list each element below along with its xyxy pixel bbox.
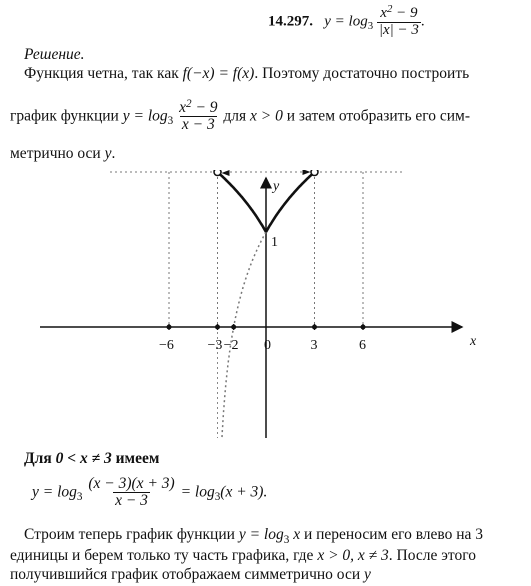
x-tick-label-5: 6: [359, 338, 366, 353]
para2-text3-a: получившийся график отображаем симметрично оси: [10, 566, 364, 583]
x-tick-dot-5: [361, 325, 366, 330]
para1-f-den: x − 3: [181, 116, 215, 134]
x-axis-label: x: [470, 334, 477, 349]
para1-line1: [24, 65, 469, 83]
hole-point-0: [214, 170, 221, 176]
para2-eq-rhs-base: 3: [214, 491, 221, 504]
header-num-exp: 2: [386, 3, 393, 16]
para1-line2-a: график функции: [10, 107, 123, 125]
para2-eq-base: 3: [76, 491, 83, 504]
para1-line3-b: .: [111, 145, 116, 162]
para1-f-y: y = log: [122, 107, 168, 125]
para2-cond: 0 < x ≠ 3: [55, 450, 112, 467]
problem-number: 14.297.: [268, 13, 313, 30]
arrow-mark-right: [303, 170, 311, 175]
para2-text1-arg: x: [289, 526, 301, 543]
para1-line2-b: для: [223, 107, 251, 125]
x-tick-dot-1: [215, 325, 220, 330]
header-num-rest: − 9: [392, 5, 418, 21]
para1-line2: [10, 97, 471, 134]
para2-fraction: [86, 476, 176, 510]
header-fraction: [377, 3, 421, 39]
para1-line2-cond: x > 0: [250, 107, 283, 125]
para2-text1: [24, 526, 483, 544]
para2-text1-b: и переносим его влево на 3: [300, 526, 484, 543]
para2-eq-rhs: = log: [180, 483, 215, 501]
para2-text2-eq: x > 0, x ≠ 3: [317, 547, 389, 564]
function-graph: [0, 170, 531, 445]
para2-text1-a: Строим теперь график функции: [24, 526, 239, 543]
para2-eq-rhs-arg: (x + 3).: [220, 483, 268, 501]
header-trail: .: [420, 13, 425, 30]
x-tick-label-3: 0: [264, 338, 271, 353]
header-base: 3: [367, 20, 374, 33]
para1-line1-b: . Поэтому достаточно построить: [254, 65, 470, 82]
para2-text2-a: единицы и берем только ту часть графика, где: [10, 547, 318, 564]
para1-f-num-exp: 2: [185, 97, 192, 110]
para1-line3-axis: y: [104, 145, 112, 162]
para1-f-base: 3: [167, 115, 174, 128]
para2-text3: [10, 566, 371, 584]
x-tick-label-4: 3: [310, 338, 318, 353]
x-tick-label-2: −2: [223, 338, 239, 353]
header-y-eq: y = log: [324, 13, 368, 30]
para1-line3: [10, 145, 115, 163]
y-tick-label: 1: [271, 235, 278, 250]
para1-f-num-x: x: [179, 99, 186, 116]
para2-cond-b: имеем: [111, 450, 160, 467]
para1-line2-c: и затем отобразить его сим-: [282, 107, 471, 125]
para2-cond-a: Для: [24, 450, 56, 467]
graph-curve-left: [60, 170, 266, 232]
x-tick-label-0: −6: [159, 338, 174, 353]
x-tick-dot-0: [167, 325, 172, 330]
y-axis-label: y: [273, 179, 280, 194]
para2-equation: [32, 476, 267, 510]
para2-eq-den: x − 3: [115, 492, 148, 510]
para2-text1-eq: y = log: [238, 526, 284, 543]
para2-cond-line: [24, 450, 159, 468]
hole-point-1: [311, 170, 318, 176]
header-den: |x| − 3: [378, 21, 419, 38]
para1-f-num-rest: − 9: [191, 99, 218, 116]
shifted-log-curve: [222, 232, 266, 437]
para2-eq-num: (x − 3)(x + 3): [88, 475, 175, 492]
para1-line1-a: Функция четна, так как: [24, 65, 183, 82]
para1-line3-a: метрично оси: [10, 145, 105, 162]
para2-text2: [10, 547, 476, 565]
para2-text1-base: 3: [283, 533, 290, 546]
x-tick-dot-4: [312, 325, 317, 330]
solution-label: Решение.: [24, 46, 85, 63]
graph-curve-right: [266, 170, 472, 232]
problem-header: [268, 3, 425, 39]
para2-text2-b: . После этого: [388, 547, 476, 564]
para1-line1-eq: f(−x) = f(x): [182, 65, 255, 82]
para1-fraction: [177, 97, 219, 134]
para2-text3-axis: y: [364, 566, 371, 583]
header-num: x: [380, 5, 387, 21]
x-tick-dot-2: [231, 325, 236, 330]
x-tick-label-1: −3: [207, 338, 223, 353]
para2-eq-y: y = log: [32, 483, 77, 501]
